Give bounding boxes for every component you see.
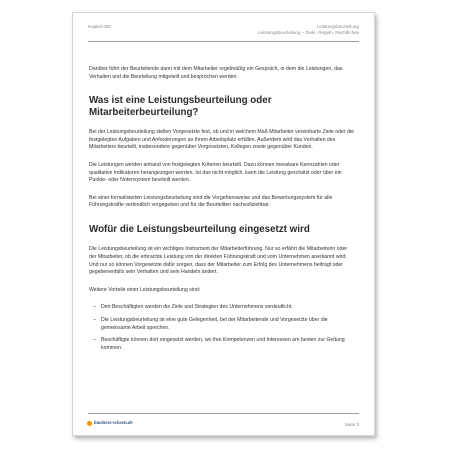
section2-paragraph-1: Die Leistungsbeurteilung ist ein wichtiges Instrument der Mitarbeiterführung. Nur so erfährt die Mitarbeiterin oder der Mitarbeiter, ob die erbrachte Leistung von der direkten Führungskraft und vom Unternehmen anerkannt wird. Und nur so können Vorgesetzte dafür sorgen, dass der Mitarbeiter zum Erfolg des Unternehmens beiträgt oder gegebenenfalls sein Verhalten und sein Handeln ändert.: [89, 246, 348, 276]
list-item: [89, 317, 354, 332]
footer-divider: [88, 413, 359, 414]
logo-dot-icon: [87, 421, 92, 426]
section1-paragraph-2: Die Leistungen werden anhand von festgelegten Kriterien beurteilt. Dazu können messbare Kennzahlen oder qualitative Indikatoren herangezogen werden. Ist das nicht möglich, kann die Leistung geschätzt oder über ein Punkte- oder Notensystem beurteilt werden.: [89, 161, 342, 184]
page-number: Seite 3: [344, 422, 359, 427]
section-heading-1: Was ist eine Leistungsbeurteilung oder Mitarbeiterbeurteilung?: [89, 95, 272, 118]
bullet-dash: –: [93, 317, 96, 323]
document-page: [72, 12, 375, 436]
intro-paragraph: Darüber führt der Beurteilende dann mit dem Mitarbeiter regelmäßig ein Gespräch, in dem die Leistungen, das Verhalten und die Beurteilung mitgeteilt und besprochen werden.: [89, 66, 343, 80]
header-title: Leistungsbeurteilung: [316, 24, 359, 29]
section1-paragraph-1: Bei der Leistungsbeurteilung stellen Vorgesetzte fest, ob und in welchem Maß Mitarbeiter vereinbarte Ziele oder die festgelegten Aufgaben und Anforderungen an ihrem Arbeitsplatz erfüllen. Außerdem wird das Verhalten des Mitarbeiters beurteilt, insbesondere gegenüber Vorgesetzten, Kollegen sowie gegenüber Kunden.: [89, 129, 354, 151]
section-heading-2: Wofür die Leistungsbeurteilung eingesetzt wird: [89, 223, 310, 235]
list-item-text: Den Beschäftigten werden die Ziele und Strategien des Unternehmens verdeutlicht.: [101, 304, 293, 311]
section1-paragraph-3: Bei einer formalisierten Leistungsbeurteilung sind die Vorgehensweise und das Bewertungssystem für alle Führungskräfte verbindlich vorgegeben und für die Beurteilten nachvollziehbar.: [89, 194, 333, 209]
list-item: [89, 337, 354, 352]
header-chapter: Kapitel 000: [88, 24, 111, 29]
header-divider: [88, 41, 359, 42]
header-subtitle: Leistungsbeurteilung – Ziele, Regeln, Rechtliches: [258, 30, 359, 36]
bullet-dash: –: [93, 337, 96, 344]
advantages-list: [89, 304, 354, 352]
list-item-text: Die Leistungsbeurteilung ist eine gute Gelegenheit, bei der Mitarbeitende und Vorgesetzte über die gemeinsame Arbeit sprechen.: [101, 317, 328, 331]
list-item-text: Beschäftigte können dort eingesetzt werden, wo ihre Kompetenzen und Interessen am besten zur Geltung kommen.: [101, 337, 345, 351]
header-titles: [258, 24, 359, 37]
section2-paragraph-2: Weitere Vorteile einer Leistungsbeurteilung sind:: [89, 286, 201, 293]
page-content: [89, 66, 354, 357]
logo-text: business-wissen.de: [94, 421, 133, 426]
brand-logo[interactable]: [87, 421, 133, 426]
list-item: [89, 304, 354, 312]
bullet-dash: –: [93, 304, 96, 311]
